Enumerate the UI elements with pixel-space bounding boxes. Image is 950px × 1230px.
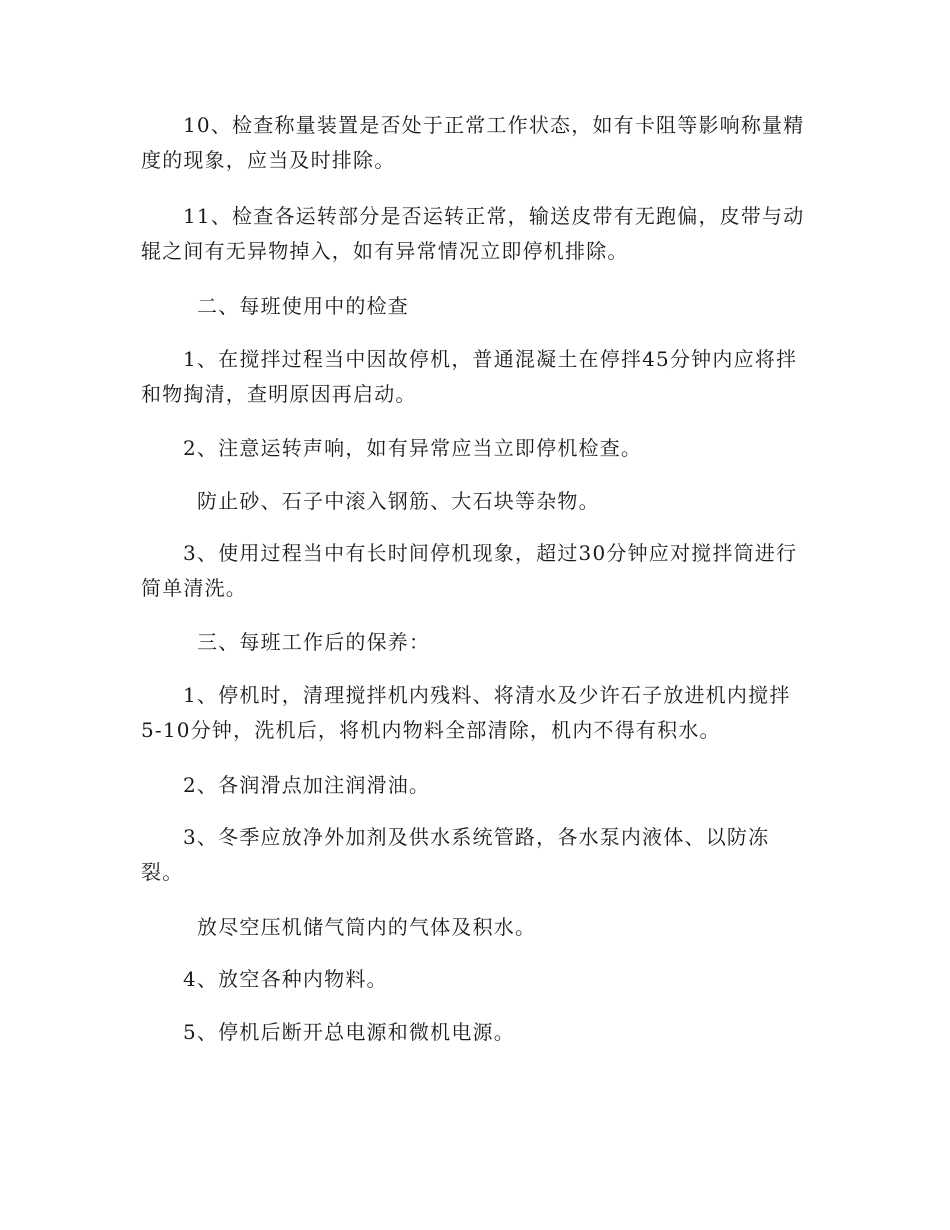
section-heading-2: 二、每班使用中的检查 [197,294,409,318]
paragraph-usage-2: 2、注意运转声响，如有异常应当立即停机检查。 [183,436,643,460]
paragraph-after-3: 3、冬季应放净外加剂及供水系统管路，各水泵内液体、以防冻裂。 [141,825,770,884]
paragraph-after-4: 4、放空各种内物料。 [183,967,388,991]
paragraph-after-note: 放尽空压机储气筒内的气体及积水。 [197,915,537,939]
paragraph-usage-1: 1、在搅拌过程当中因故停机，普通混凝土在停拌45分钟内应将拌和物掏清，查明原因再启动。 [141,347,798,406]
paragraph-usage-3: 3、使用过程当中有长时间停机现象，超过30分钟应对搅拌筒进行简单清洗。 [141,541,798,600]
paragraph-item-10: 10、检查称量装置是否处于正常工作状态，如有卡阻等影响称量精度的现象，应当及时排除。 [141,113,805,172]
paragraph-after-5: 5、停机后断开总电源和微机电源。 [183,1020,515,1044]
paragraph-after-2: 2、各润滑点加注润滑油。 [183,773,431,797]
section-heading-3: 三、每班工作后的保养： [197,630,431,654]
paragraph-item-11: 11、检查各运转部分是否运转正常，输送皮带有无跑偏，皮带与动辊之间有无异物掉入，如有异常情况立即停机排除。 [141,204,805,263]
paragraph-after-1: 1、停机时，清理搅拌机内残料、将清水及少许石子放进机内搅拌5-10分钟，洗机后，将机内物料全部清除，机内不得有积水。 [141,683,791,742]
paragraph-usage-note: 防止砂、石子中滚入钢筋、大石块等杂物。 [197,489,600,513]
